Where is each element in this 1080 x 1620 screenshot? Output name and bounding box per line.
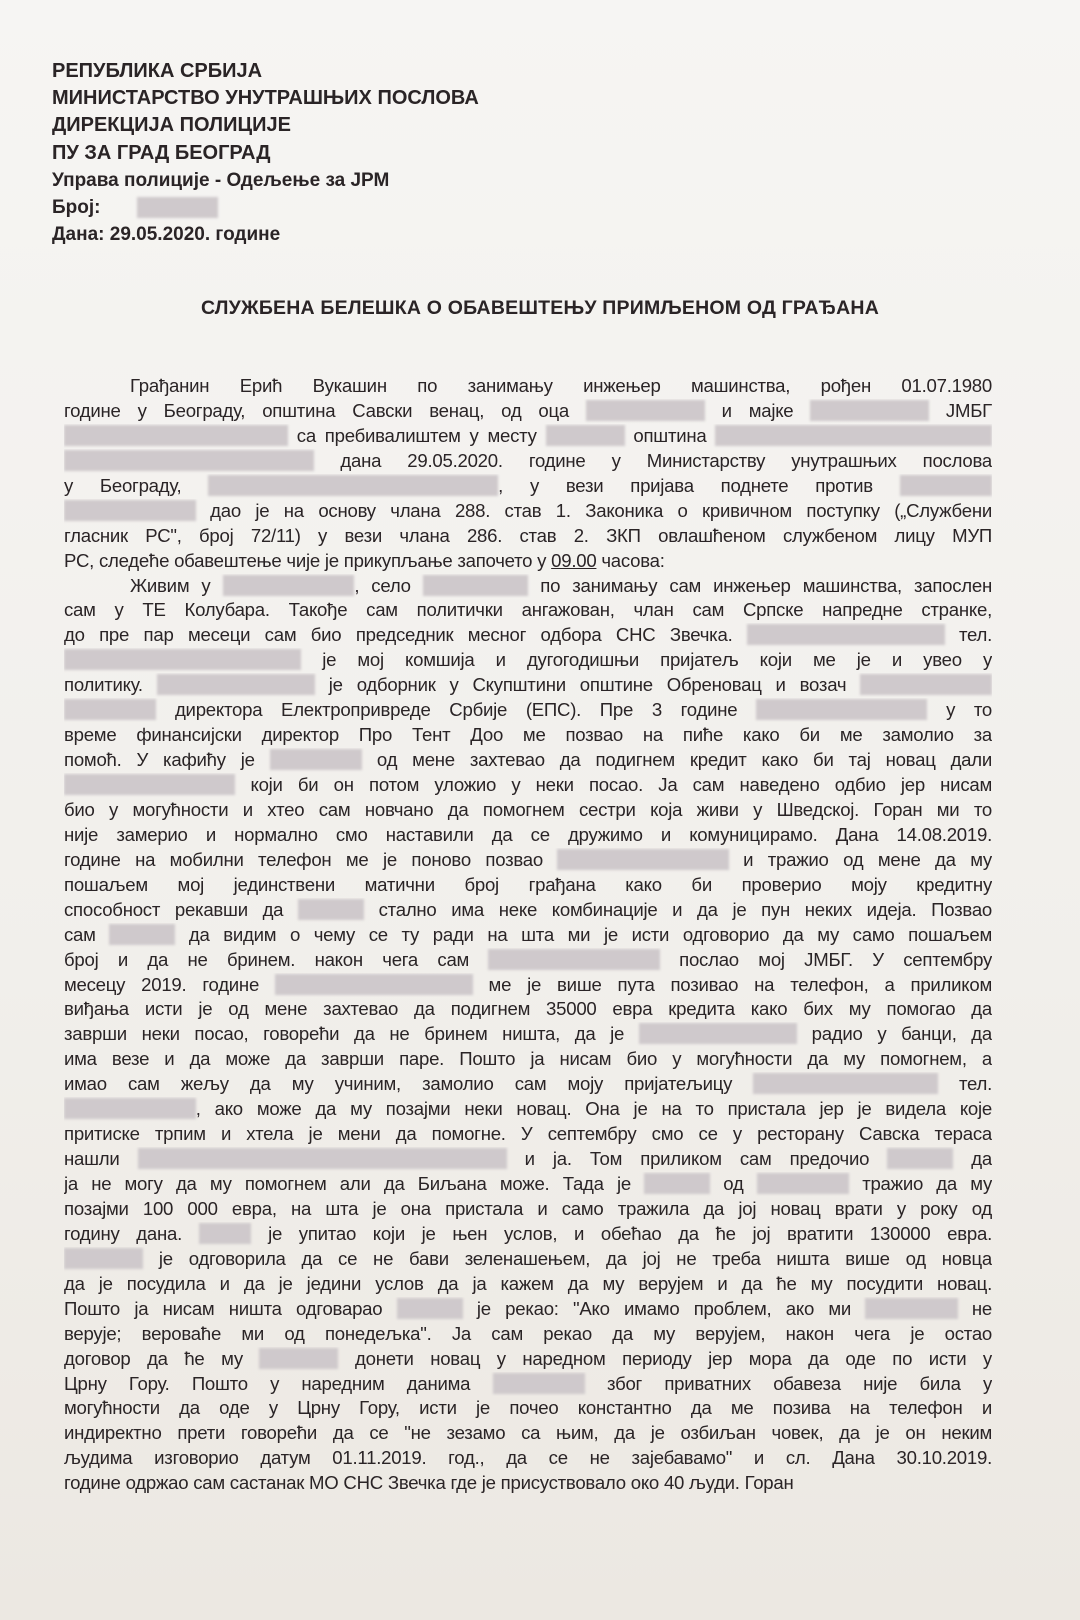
redacted-text (275, 974, 473, 995)
redacted-text (64, 500, 196, 521)
text-line (64, 474, 992, 499)
text-segment: и тражио од мене да му (728, 848, 992, 870)
text-segment: је мој комшија и дугогодишњи пријатељ који ме је и увео у (301, 649, 992, 671)
text-segment: , у вези пријава поднете против (498, 474, 900, 496)
text-line (64, 848, 992, 873)
text-segment: био у могућности и хтео сам новчано да помогнем сестри која живи у Шведској. Горан ми то (64, 798, 992, 820)
text-line (64, 1047, 992, 1072)
text-segment: да је посудила и да је једини услов да ја кажем да му верујем и да ће му посудити новац. (64, 1272, 992, 1294)
paragraph (64, 374, 992, 574)
text-line (64, 1272, 992, 1297)
text-segment: тражио да му (848, 1173, 992, 1194)
text-line (64, 948, 992, 973)
text-line (64, 1372, 992, 1397)
redacted-text (157, 674, 315, 695)
text-line (64, 499, 992, 524)
text-segment: људима изговорио датум 01.11.2019. год., да се не зајебавамо" и сл. Дана 30.10.2019. (64, 1447, 992, 1469)
redacted-text (546, 425, 625, 446)
redacted-text (900, 475, 992, 496)
text-segment: због приватних обавеза није била у (584, 1372, 992, 1394)
text-segment: године у Београду, општина Савски венац, од оца (64, 399, 587, 421)
text-segment: радио у банци, да (796, 1023, 992, 1045)
text-segment: са пребивалиштем у месту (287, 424, 546, 446)
text-segment: је одговорила да се не бави зеленашењем, да јој не треба ништа више од новца (143, 1247, 992, 1269)
redacted-text (423, 575, 528, 596)
text-segment: верује; вероваће ми од понедељка". Ја сам рекао да му верујем, након чега је остао (64, 1322, 992, 1344)
document-number (52, 194, 479, 221)
start-time: 09.00 (551, 549, 597, 571)
redacted-text (644, 1173, 710, 1194)
text-segment: РС, следеће обавештење чије је прикупљање започето у 09.00 часова: (64, 549, 665, 571)
text-segment: послао мој ЈМБГ. У септембру (659, 948, 992, 970)
redacted-text (259, 1348, 338, 1369)
text-line (64, 698, 992, 723)
redacted-text (493, 1373, 585, 1394)
redacted-text (887, 1148, 953, 1169)
text-segment: Црну Гору. Пошто у наредним данима (64, 1372, 493, 1394)
redacted-text (860, 674, 992, 695)
text-segment: дао је на основу члана 288. став 1. Законика о кривичном поступку („Службени (195, 499, 992, 521)
redacted-text (639, 1023, 797, 1044)
document-number-label: Број: (52, 197, 101, 219)
text-line (64, 748, 992, 773)
text-segment: да (953, 1148, 992, 1170)
text-segment: донети новац у наредном периоду јер мора да оде по исти у (338, 1347, 992, 1369)
text-segment: по занимању сам инжењер машинства, запослен (528, 574, 992, 596)
text-segment: притиске трпим и хтела је мени да помогне. У септембру смо се у ресторану Савска тераса (64, 1123, 992, 1145)
text-segment: има везе и да може да заврши паре. Пошто ја нисам био у могућности да му помогнем, а (64, 1048, 992, 1070)
redacted-text (64, 774, 235, 795)
text-line (64, 524, 992, 549)
text-segment: време финансијски директор Про Тент Доо ме позвао на пиће како би ме замолио за (64, 724, 992, 746)
text-line (64, 823, 992, 848)
text-segment: и мајке (704, 399, 811, 421)
text-segment: је упитао који је њен услов, и обећао да ће јој вратити 130000 евра. (251, 1222, 992, 1244)
text-line (64, 424, 992, 449)
text-segment: године на мобилни телефон ме је поново позвао (64, 848, 558, 870)
text-line (64, 1247, 992, 1272)
header-line-republic: РЕПУБЛИКА СРБИЈА (52, 60, 263, 82)
text-line (64, 773, 992, 798)
text-line (64, 1322, 992, 1347)
redacted-text (397, 1298, 463, 1319)
text-segment: индиректно прети говорећи да се "не зезамо са њим, да је озбиљан човек, да је он неким (64, 1422, 992, 1444)
redacted-text (488, 949, 659, 970)
text-segment: виђања исти је од мене захтевао да подигнем 35000 евра кредита како бих му помогао да (64, 998, 992, 1020)
text-segment: Пошто ја нисам ништа одговарао (64, 1297, 397, 1319)
redacted-text (64, 649, 301, 670)
paragraph (64, 574, 992, 1497)
text-segment: ја не могу да му помогнем али да Биљана може. Тада је (64, 1173, 645, 1194)
text-line (64, 399, 992, 424)
redacted-text (64, 1098, 196, 1119)
redacted-text (199, 1223, 252, 1244)
redacted-text (223, 575, 355, 596)
text-segment: у Београду, (64, 474, 209, 496)
text-segment: од (710, 1173, 757, 1194)
header-line-police-unit: ПУ ЗА ГРАД БЕОГРАД (52, 141, 271, 164)
text-segment: гласник РС", број 72/11) у вези члана 286. став 2. ЗКП овлашћеном службеном лицу МУП (64, 524, 992, 546)
text-line (64, 623, 992, 648)
text-line (64, 1022, 992, 1047)
text-segment: пошаљем мој јединствени матични број грађана како би проверио моју кредитну (64, 873, 992, 895)
text-line (64, 1421, 992, 1446)
text-line (64, 997, 992, 1022)
text-segment: сам у ТЕ Колубара. Такође сам политички ангажован, члан сам Српске напредне странке, (64, 599, 992, 621)
text-line (64, 598, 992, 623)
document-title: СЛУЖБЕНА БЕЛЕШКА О ОБАВЕШТЕЊУ ПРИМЉЕНОМ ОД ГРАЂАНА (200, 297, 879, 319)
redacted-text (138, 1148, 507, 1169)
text-segment: директора Електропривреде Србије (ЕПС). Пре 3 године (156, 699, 757, 721)
text-segment: општина (624, 424, 716, 446)
redacted-text (753, 1073, 937, 1094)
redacted-text (865, 1298, 957, 1319)
text-segment: у то (927, 699, 992, 721)
redacted-text (109, 924, 175, 945)
document-body (64, 374, 992, 1496)
text-segment: број и да не бринем. након чега сам (64, 948, 489, 970)
text-line (64, 1222, 992, 1247)
text-segment: дана 29.05.2020. године у Министарству унутрашњих послова (314, 449, 992, 471)
text-segment: сам (64, 923, 110, 945)
text-segment: Живим у (130, 574, 223, 596)
text-segment: способност рекавши да (64, 898, 299, 920)
redacted-text (64, 1248, 143, 1269)
text-line (64, 923, 992, 948)
text-line (64, 898, 992, 923)
text-segment: је одборник у Скупштини општине Обреновац и возач (314, 674, 861, 696)
text-line (64, 1172, 992, 1197)
text-segment: месецу 2019. године (64, 973, 275, 995)
text-line (64, 1347, 992, 1372)
text-segment: ЈМБГ (928, 399, 992, 421)
redacted-text (64, 450, 314, 471)
text-segment: да видим о чему се ту ради на шта ми је исти одговорио да му само пошаљем (175, 923, 992, 945)
text-segment: нашли (64, 1148, 138, 1170)
text-segment: тел. (937, 1073, 992, 1095)
text-line (64, 549, 992, 574)
text-segment: договор да ће му (64, 1347, 260, 1369)
text-line (64, 1471, 992, 1496)
text-line (64, 1147, 992, 1172)
text-segment: није замерио и нормално смо наставили да се дружимо и комуницирамо. Дана 14.08.2019. (64, 823, 992, 845)
header-line-department: Управа полиције - Одељење за ЈРМ (52, 169, 390, 191)
text-segment: до пре пар месеци сам био председник месног одбора СНС Звечка. (64, 624, 747, 646)
text-segment: од мене захтевао да подигнем кредит како би тај новац дали (361, 749, 992, 771)
redacted-text (208, 475, 498, 496)
text-line (64, 1446, 992, 1471)
redacted-text (298, 899, 364, 920)
redacted-text (64, 425, 288, 446)
redacted-text (557, 849, 728, 870)
text-segment: и ја. Том приликом сам предочио (506, 1148, 888, 1170)
text-segment: , село (354, 574, 423, 596)
text-segment: ме је више пута позивао на телефон, а приликом (472, 973, 992, 995)
text-line (64, 1396, 992, 1421)
redacted-text (747, 624, 945, 645)
text-line (64, 1097, 992, 1122)
text-line (64, 1072, 992, 1097)
text-segment: имао сам жељу да му учиним, замолио сам моју пријатељицу (64, 1073, 754, 1095)
redacted-text (715, 425, 992, 446)
text-segment: политику. (64, 674, 157, 696)
text-line (64, 1122, 992, 1147)
header-line-directorate: ДИРЕКЦИЈА ПОЛИЦИЈЕ (52, 114, 291, 137)
redacted-text (64, 699, 156, 720)
text-segment: , ако може да му позајми неки новац. Она је на то пристала јер је видела које (195, 1098, 992, 1120)
document-number-redacted (137, 197, 218, 218)
text-segment: заврши неки посао, говорећи да не бринем ништа, да је (64, 1023, 639, 1045)
redacted-text (270, 749, 362, 770)
document-date: Дана: 29.05.2020. године (52, 224, 281, 246)
text-segment: стално има неке комбинације и да је пун неких идеја. Позвао (363, 898, 992, 920)
text-line (64, 574, 992, 599)
text-line (64, 374, 992, 399)
text-line (64, 973, 992, 998)
redacted-text (810, 400, 929, 421)
text-segment: Грађанин Ерић Вукашин по занимању инжењер машинства, рођен 01.07.1980 (130, 375, 992, 396)
text-segment: је рекао: "Ако имамо проблем, ако ми (462, 1297, 866, 1319)
text-line (64, 449, 992, 474)
redacted-text (757, 1173, 849, 1194)
document-header (52, 58, 479, 248)
text-line (64, 798, 992, 823)
text-line (64, 873, 992, 898)
text-segment: који би он потом уложио у неки посао. Ја сам наведено одбио јер нисам (235, 774, 992, 795)
text-line (64, 723, 992, 748)
redacted-text (756, 699, 927, 720)
text-segment: не (957, 1297, 992, 1319)
text-line (64, 648, 992, 673)
text-segment: годину дана. (64, 1222, 199, 1244)
text-segment: могућности да оде у Црну Гору, исти је почео константно да ме позива на телефон и (64, 1397, 992, 1419)
text-segment: помоћ. У кафићу је (64, 749, 270, 771)
text-line (64, 1197, 992, 1222)
text-segment: тел. (944, 624, 992, 646)
header-line-ministry: МИНИСТАРСТВО УНУТРАШЊИХ ПОСЛОВА (52, 87, 479, 110)
text-line (64, 673, 992, 698)
text-segment: позајми 100 000 евра, на шта је она пристала и само тражила да јој новац врати у року од (64, 1197, 992, 1219)
text-line (64, 1297, 992, 1322)
redacted-text (586, 400, 705, 421)
text-segment: године одржао сам састанак МО СНС Звечка где је присуствовало око 40 људи. Горан (64, 1472, 794, 1494)
